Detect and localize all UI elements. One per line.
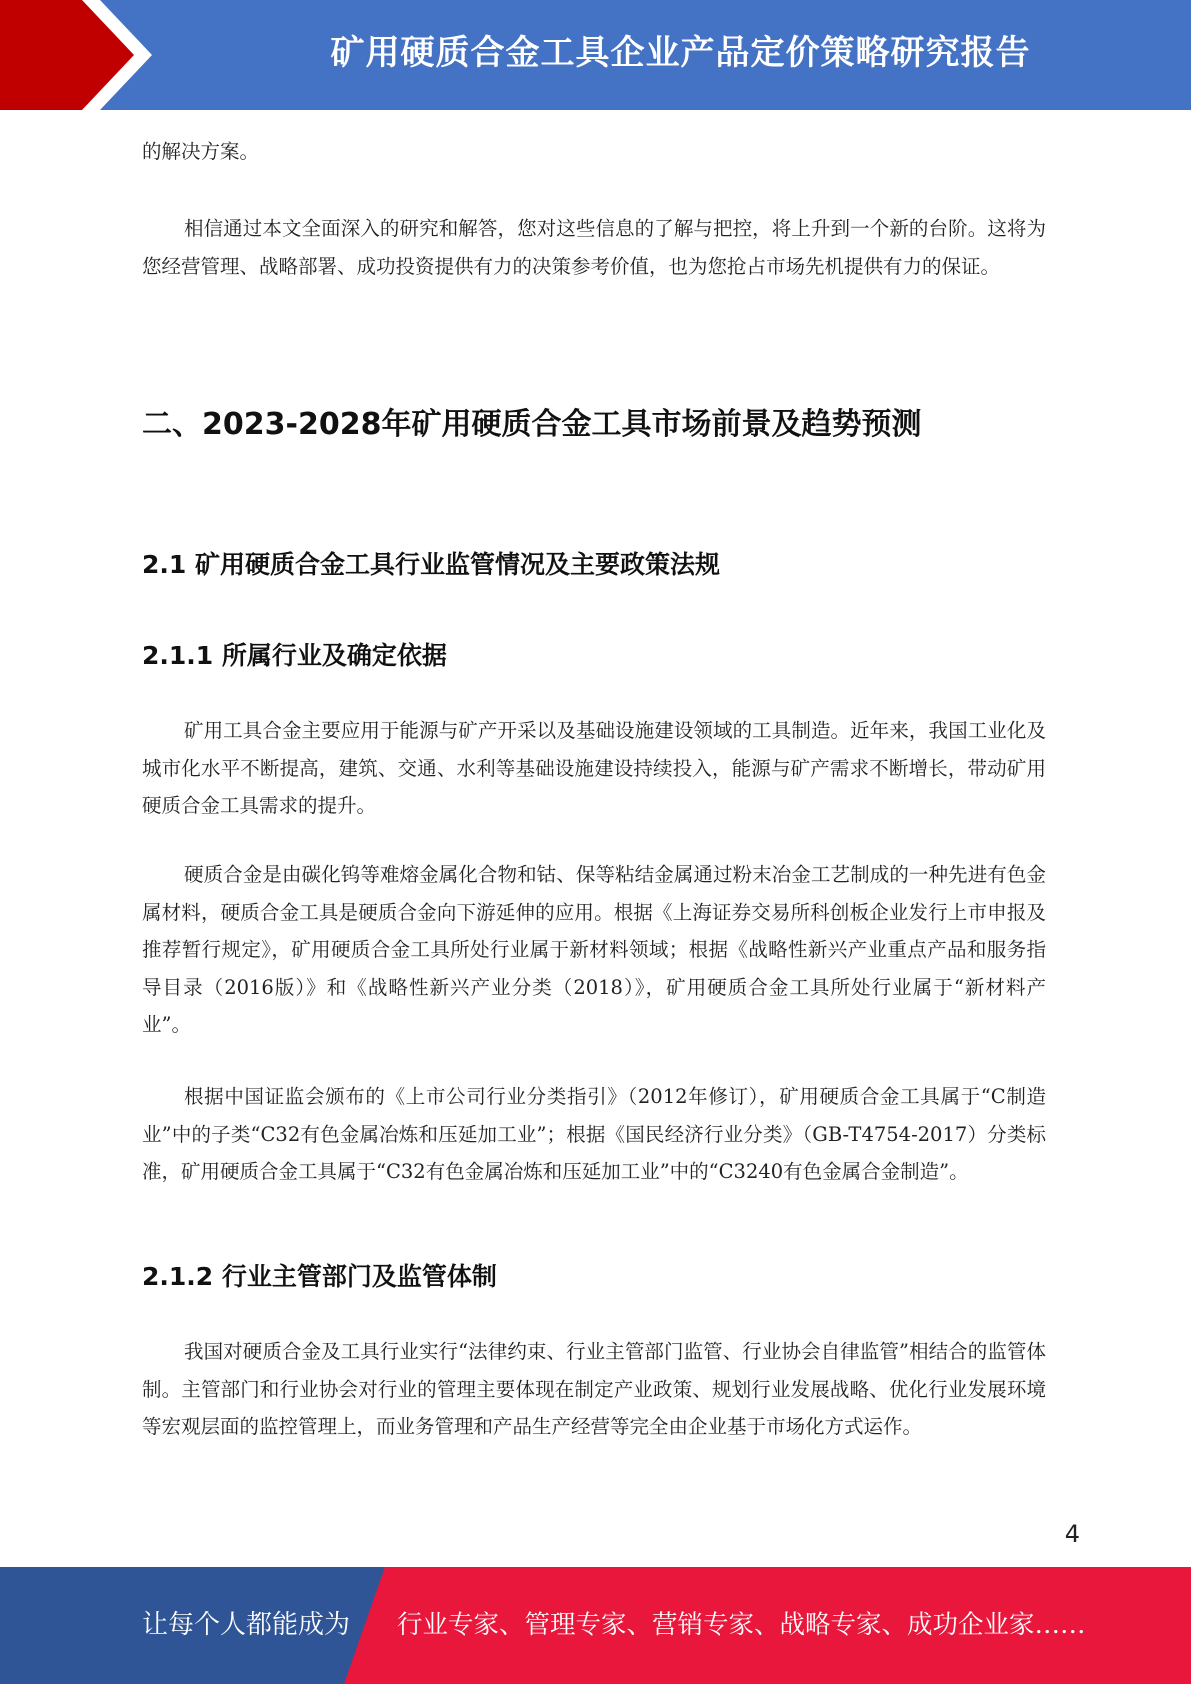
paragraph: 相信通过本文全面深入的研究和解答，您对这些信息的了解与把控，将上升到一个新的台阶。这将为您经营管理、战略部署、成功投资提供有力的决策参考价值，也为您抢占市场先机提供有力的保证。	[142, 217, 1046, 278]
report-title: 矿用硬质合金工具企业产品定价策略研究报告	[330, 33, 1031, 73]
footer-slogan-right: 行业专家、管理专家、营销专家、战略专家、成功企业家……	[397, 1610, 1086, 1640]
subsection-heading: 2.1.2 行业主管部门及监管体制	[142, 1262, 497, 1291]
paragraph: 硬质合金是由碳化钨等难熔金属化合物和钴、保等粘结金属通过粉末冶金工艺制成的一种先进有色金属材料，硬质合金工具是硬质合金向下游延伸的应用。根据《上海证券交易所科创板企业发行上市申报及推荐暂行规定》，矿用硬质合金工具所处行业属于新材料领域；根据《战略性新兴产业重点产品和服务指导目录（2016版）》和《战略性新兴产业分类（2018）》，矿用硬质合金工具所处行业属于“新材料产业”。	[142, 863, 1046, 1036]
paragraph: 的解决方案。	[142, 140, 260, 163]
paragraph: 根据中国证监会颁布的《上市公司行业分类指引》（2012年修订），矿用硬质合金工具属于“C制造业”中的子类“C32有色金属冶炼和压延加工业”；根据《国民经济行业分类》（GB-T4754-2017）分类标准，矿用硬质合金工具属于“C32有色金属冶炼和压延加工业”中的“C3240有色金属合金制造”。	[142, 1085, 1046, 1183]
paragraph: 矿用工具合金主要应用于能源与矿产开采以及基础设施建设领域的工具制造。近年来，我国工业化及城市化水平不断提高，建筑、交通、水利等基础设施建设持续投入，能源与矿产需求不断增长，带动矿用硬质合金工具需求的提升。	[142, 719, 1046, 817]
subsection-heading: 2.1 矿用硬质合金工具行业监管情况及主要政策法规	[142, 550, 720, 579]
footer-slogan-left: 让每个人都能成为	[142, 1610, 351, 1640]
page-number: 4	[1064, 1520, 1080, 1548]
chevron-arrow-icon	[0, 0, 160, 110]
footer-banner	[0, 1567, 1191, 1684]
section-heading: 二、2023-2028年矿用硬质合金工具市场前景及趋势预测	[142, 407, 922, 442]
subsection-heading: 2.1.1 所属行业及确定依据	[142, 641, 447, 670]
paragraph: 我国对硬质合金及工具行业实行“法律约束、行业主管部门监管、行业协会自律监管”相结合的监管体制。主管部门和行业协会对行业的管理主要体现在制定产业政策、规划行业发展战略、优化行业发展环境等宏观层面的监控管理上，而业务管理和产品生产经营等完全由企业基于市场化方式运作。	[142, 1340, 1046, 1438]
header-banner	[0, 0, 1191, 110]
